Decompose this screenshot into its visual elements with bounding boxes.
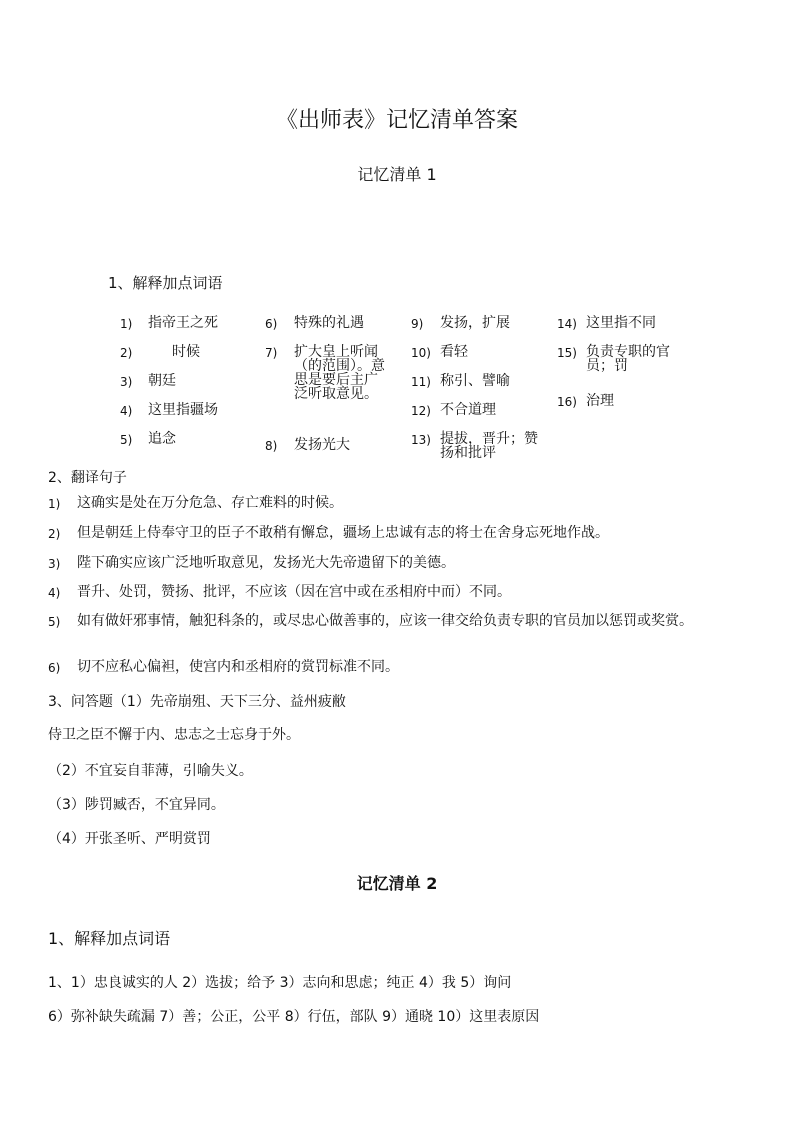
gloss-number: 14) xyxy=(557,317,577,331)
gloss-number: 13) xyxy=(411,433,431,447)
gloss-text: 这里指不同 xyxy=(586,315,656,331)
gloss-text: 治理 xyxy=(586,393,614,409)
translation-text: 如有做奸邪事情，触犯科条的，或尽忠心做善事的，应该一律交给负责专职的官员加以惩罚或奖赏。 xyxy=(77,613,693,629)
translation-number: 3) xyxy=(48,557,61,571)
gloss-text: 时候 xyxy=(172,344,200,360)
gloss-number: 16) xyxy=(557,395,577,409)
answer-line: （4）开张圣听、严明赏罚 xyxy=(48,831,211,847)
list1-section2-title: 2、翻译句子 xyxy=(48,470,127,486)
gloss-text: 特殊的礼遇 xyxy=(294,315,364,331)
gloss-number: 12) xyxy=(411,404,431,418)
list2-section1-title: 1、解释加点词语 xyxy=(48,929,171,948)
gloss-text: 扩大皇上听闻（的范围）。意思是要后主广泛听取意见。 xyxy=(294,344,385,402)
gloss-number: 2) xyxy=(120,346,133,360)
gloss-text: 不合道理 xyxy=(440,402,496,418)
translation-text: 晋升、处罚，赞扬、批评，不应该（因在宫中或在丞相府中而）不同。 xyxy=(77,584,511,600)
translation-number: 5) xyxy=(48,615,61,629)
list2-line: 6）弥补缺失疏漏 7）善；公正，公平 8）行伍，部队 9）通晓 10）这里表原因 xyxy=(48,1009,540,1025)
gloss-number: 6) xyxy=(265,317,278,331)
translation-number: 6) xyxy=(48,661,61,675)
list1-heading: 记忆清单 1 xyxy=(357,165,437,184)
gloss-number: 4) xyxy=(120,404,133,418)
list2-heading: 记忆清单 2 xyxy=(356,874,438,893)
gloss-text: 称引、譬喻 xyxy=(440,373,510,389)
gloss-number: 7) xyxy=(265,346,278,360)
list1-section1-title: 1、解释加点词语 xyxy=(108,274,223,292)
list2-line: 1、1）忠良诚实的人 2）选拔；给予 3）志向和思虑；纯正 4）我 5）询问 xyxy=(48,975,512,991)
translation-text: 陛下确实应该广泛地听取意见，发扬光大先帝遗留下的美德。 xyxy=(77,555,455,571)
gloss-number: 3) xyxy=(120,375,133,389)
gloss-text: 负责专职的官员；罚 xyxy=(586,344,670,374)
translation-number: 2) xyxy=(48,527,61,541)
gloss-text: 追念 xyxy=(148,431,176,447)
answer-line: 侍卫之臣不懈于内、忠志之士忘身于外。 xyxy=(48,727,300,743)
translation-text: 切不应私心偏袒，使宫内和丞相府的赏罚标准不同。 xyxy=(77,659,399,675)
translation-text: 这确实是处在万分危急、存亡难料的时候。 xyxy=(77,495,343,511)
gloss-text: 这里指疆场 xyxy=(148,402,218,418)
gloss-number: 11) xyxy=(411,375,431,389)
gloss-number: 8) xyxy=(265,439,278,453)
answer-line: （3）陟罚臧否，不宜异同。 xyxy=(48,797,225,813)
gloss-number: 10) xyxy=(411,346,431,360)
translation-number: 4) xyxy=(48,586,61,600)
gloss-text: 提拔，晋升；赞扬和批评 xyxy=(440,431,538,461)
translation-number: 1) xyxy=(48,497,61,511)
gloss-text: 看轻 xyxy=(440,344,468,360)
list1-section3-title: 3、问答题（1）先帝崩殂、天下三分、益州疲敝 xyxy=(48,694,346,710)
gloss-text: 发扬光大 xyxy=(294,437,350,453)
translation-text: 但是朝廷上侍奉守卫的臣子不敢稍有懈怠，疆场上忠诚有志的将士在舍身忘死地作战。 xyxy=(77,525,609,541)
gloss-text: 朝廷 xyxy=(148,373,176,389)
gloss-number: 9) xyxy=(411,317,424,331)
gloss-text: 指帝王之死 xyxy=(148,315,218,331)
document-title: 《出师表》记忆清单答案 xyxy=(275,108,518,133)
gloss-number: 15) xyxy=(557,346,577,360)
gloss-number: 1) xyxy=(120,317,133,331)
gloss-number: 5) xyxy=(120,433,133,447)
answer-line: （2）不宜妄自菲薄，引喻失义。 xyxy=(48,763,253,779)
gloss-text: 发扬，扩展 xyxy=(440,315,510,331)
